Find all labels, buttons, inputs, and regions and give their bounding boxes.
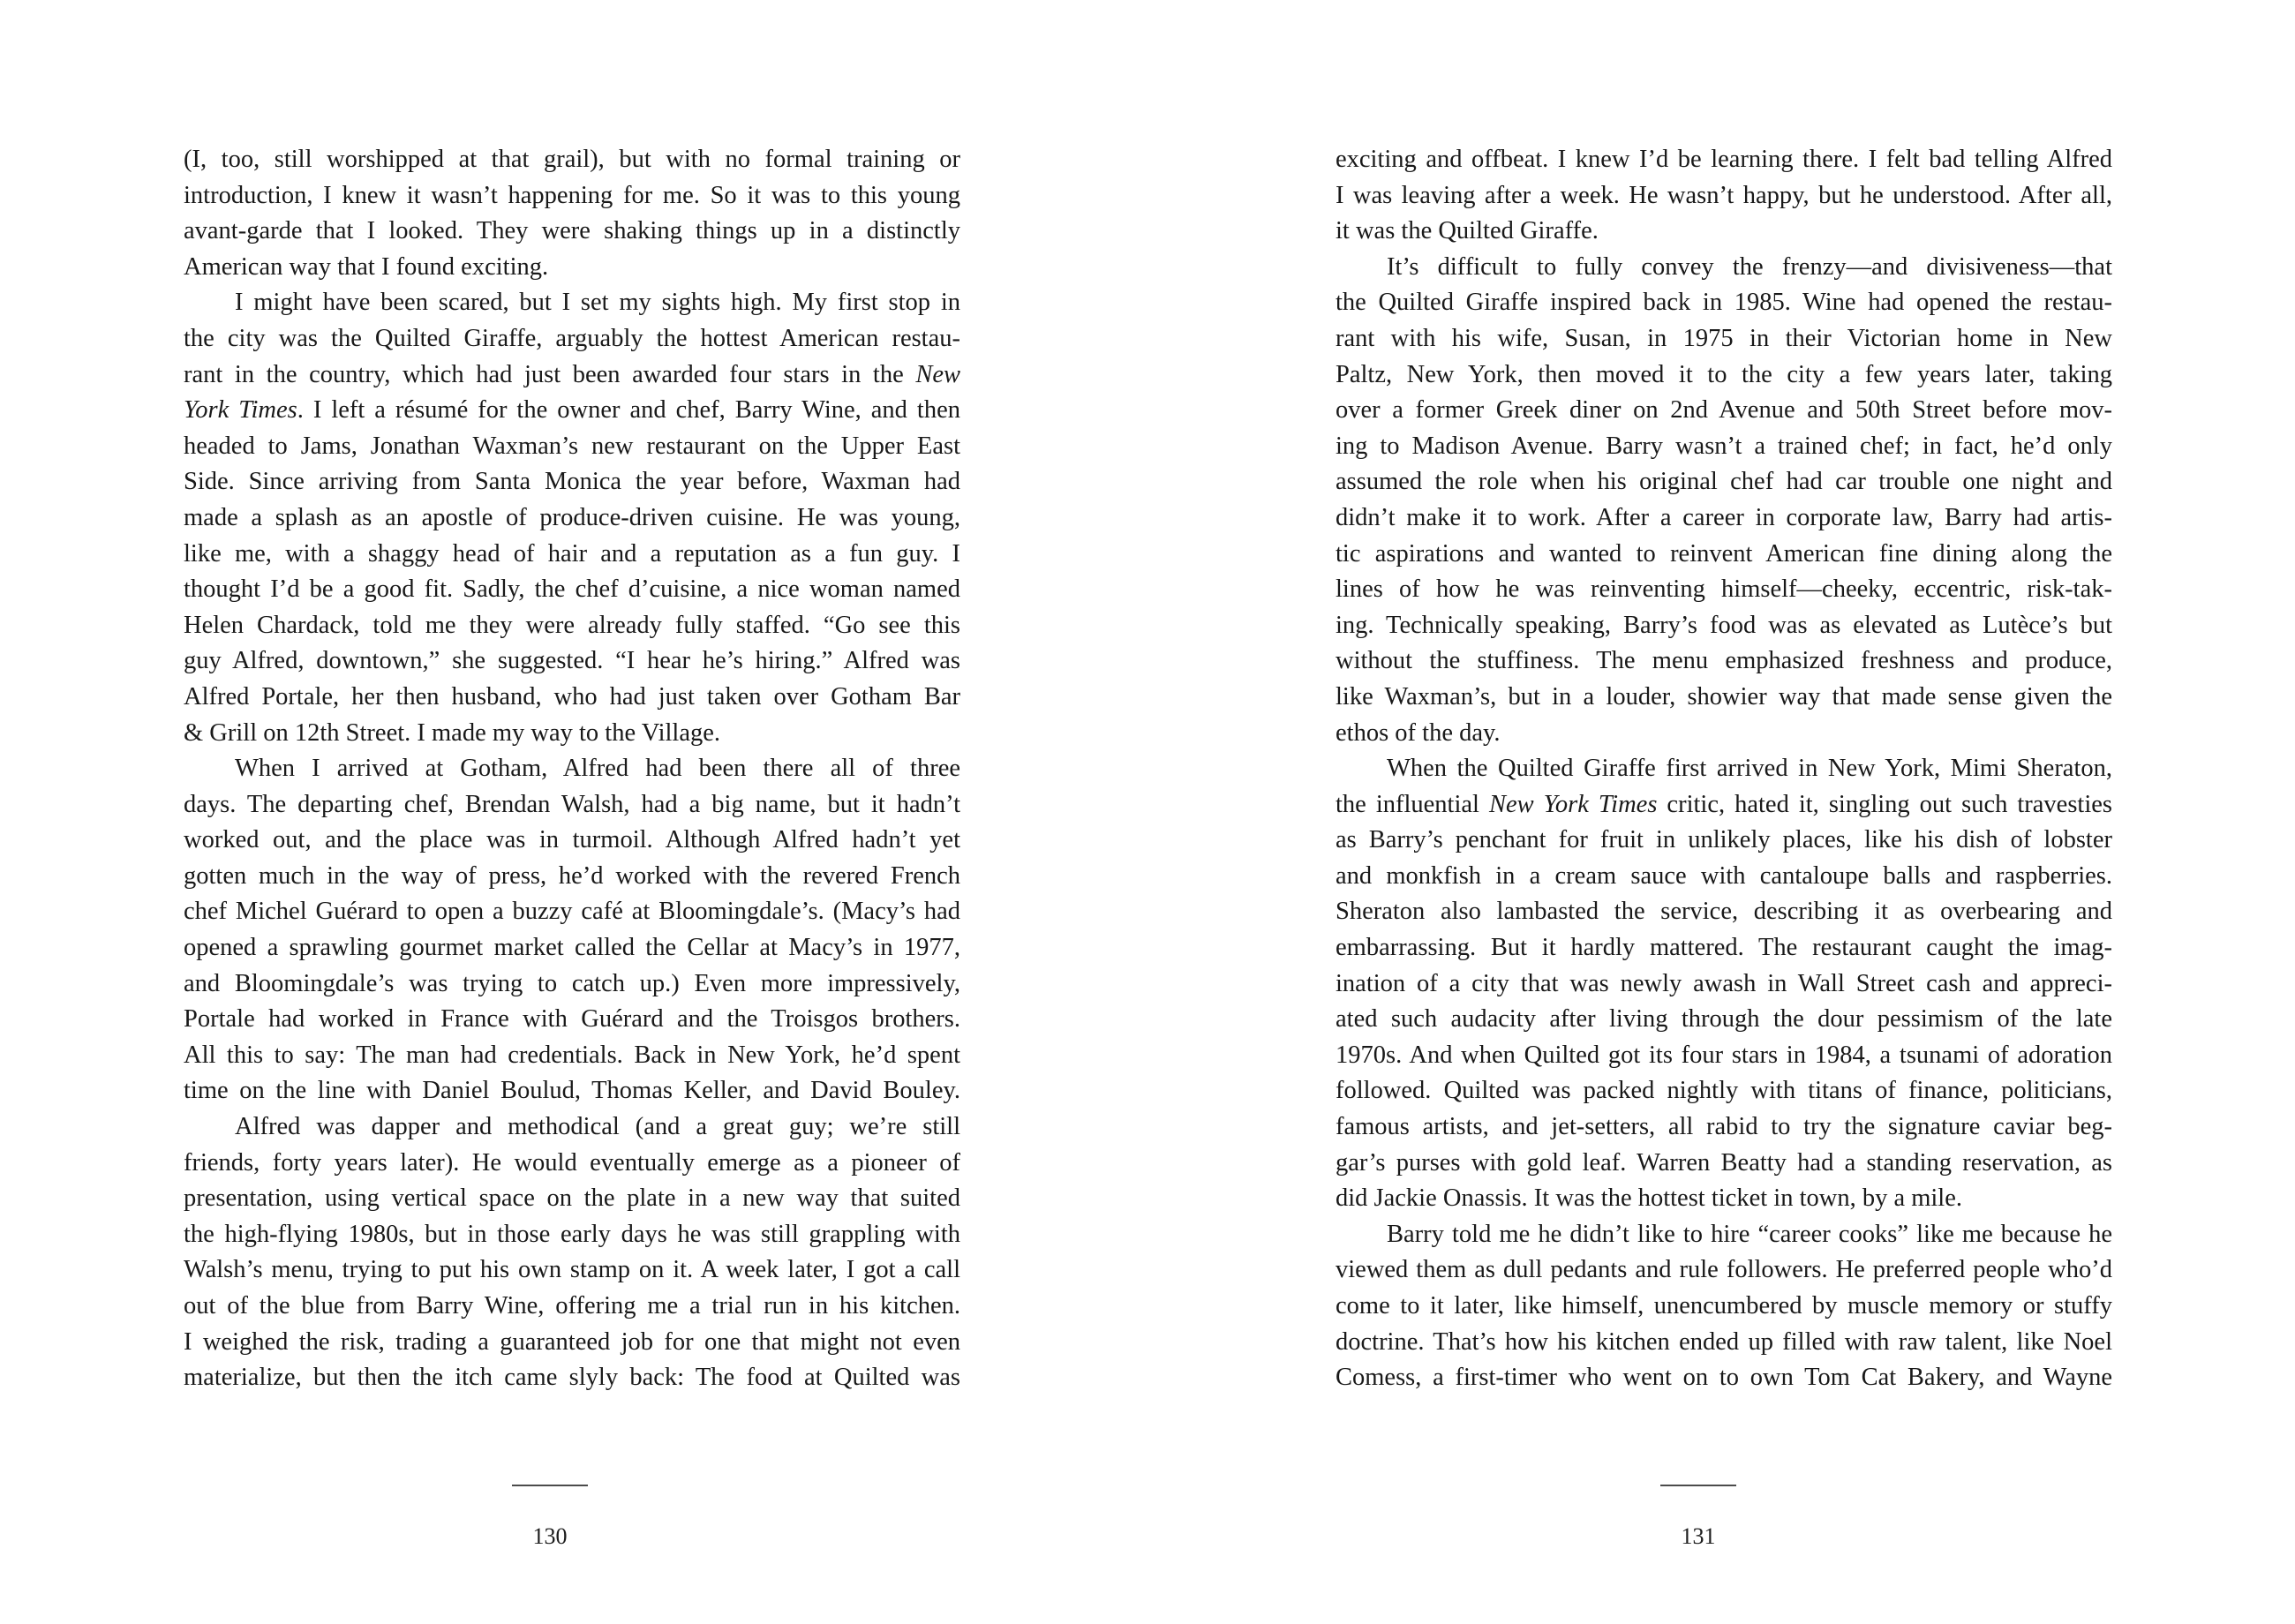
paragraph [184,285,960,751]
footer-rule [1660,1485,1736,1486]
text-segment: doctrine. That’s how his kitchen ended up filled with raw talent, like Noel [1336,1327,2112,1356]
text-line [1336,1181,2112,1217]
text-line [1336,285,2112,321]
text-segment: (I, too, still worshipped at that grail), but with no formal training or [184,146,960,173]
paragraph [184,751,960,1109]
text-segment: thought I’d be a good fit. Sadly, the chef d’cuisine, a nice woman named [184,575,960,604]
text-segment: It’s difficult to fully convey the frenzy—and divisiveness—that [1387,252,2112,281]
text-line [1336,859,2112,895]
text-line [1336,1146,2112,1182]
text-line [184,859,960,895]
text-segment: didn’t make it to work. After a career in corporate law, Barry had artis- [1336,503,2112,531]
text-line [1336,751,2112,787]
italic-text-segment: New [915,360,960,388]
text-line [1336,608,2112,644]
text-segment: avant-garde that I looked. They were shaking things up in a distinctly [184,217,960,245]
text-segment: assumed the role when his original chef had car trouble one night and [1336,468,2112,496]
text-line [184,823,960,859]
text-segment: presentation, using vertical space on the plate in a new way that suited [184,1184,960,1213]
page-number: 130 [532,1523,568,1549]
text-line [1336,894,2112,930]
text-line [1336,930,2112,966]
text-segment: Side. Since arriving from Santa Monica the year before, Waxman had [184,468,960,496]
text-line [1336,1360,2112,1396]
text-segment: did Jackie Onassis. It was the hottest ticket in town, by a mile. [1336,1184,1962,1213]
text-segment: When the Quilted Giraffe first arrived in New York, Mimi Sheraton, [1387,755,2112,783]
text-line [1336,680,2112,716]
text-segment: embarrassing. But it hardly mattered. The restaurant caught the imag- [1336,934,2112,962]
italic-text-segment: New York Times [1488,790,1658,818]
text-line [1336,1289,2112,1325]
text-segment: Walsh’s menu, trying to put his own stamp on it. A week later, I got a call [184,1256,960,1284]
text-line [184,716,960,752]
text-line [184,1360,960,1396]
text-line [184,966,960,1003]
paragraph [1336,751,2112,1217]
text-block [184,142,960,1396]
text-segment: time on the line with Daniel Boulud, Thomas Keller, and David Bouley. [184,1077,960,1105]
text-line [184,537,960,573]
paragraph [1336,250,2112,751]
text-line [1336,966,2112,1003]
text-segment: worked out, and the place was in turmoil. Although Alfred hadn’t yet [184,826,960,854]
text-segment: All this to say: The man had credentials. Back in New York, he’d spent [184,1041,960,1069]
text-line [1336,643,2112,680]
text-line [184,1002,960,1038]
paragraph [1336,1217,2112,1396]
text-segment: over a former Greek diner on 2nd Avenue and 50th Street before mov- [1336,396,2112,425]
text-segment: out of the blue from Barry Wine, offering me a trial run in his kitchen. [184,1292,960,1320]
text-segment: Paltz, New York, then moved it to the city a few years later, taking [1336,360,2112,388]
text-line [1336,142,2112,178]
text-segment: lines of how he was reinventing himself—cheeky, eccentric, risk-tak- [1336,575,2112,604]
text-line [184,1109,960,1146]
text-segment: like me, with a shaggy head of hair and a reputation as a fun guy. I [184,539,960,568]
text-segment: rant with his wife, Susan, in 1975 in their Victorian home in New [1336,324,2112,352]
text-line [184,214,960,250]
text-line [1336,572,2112,608]
text-segment: I was leaving after a week. He wasn’t happy, but he understood. After all, [1336,181,2112,209]
text-line [184,1073,960,1109]
text-line [184,572,960,608]
text-segment: chef Michel Guérard to open a buzzy café at Bloomingdale’s. (Macy’s had [184,898,960,926]
text-segment: without the stuffiness. The menu emphasized freshness and produce, [1336,647,2112,675]
text-segment: ethos of the day. [1336,718,1501,747]
text-line [184,357,960,394]
text-line [1336,250,2112,286]
text-segment: . I left a résumé for the owner and chef, Barry Wine, and then [297,396,960,425]
italic-text-segment: York Times [184,396,297,425]
text-line [1336,1325,2112,1361]
text-segment: it was the Quilted Giraffe. [1336,217,1599,245]
text-segment: I weighed the risk, trading a guaranteed job for one that might not even [184,1327,960,1356]
text-segment: Sheraton also lambasted the service, describing it as overbearing and [1336,898,2112,926]
text-segment: the influential [1336,790,1489,818]
text-line [1336,787,2112,823]
text-line [1336,537,2112,573]
text-segment: ing. Technically speaking, Barry’s food was as elevated as Lutèce’s but [1336,611,2112,639]
text-segment: critic, hated it, singling out such travesties [1657,790,2112,818]
text-segment: 1970s. And when Quilted got its four stars in 1984, a tsunami of adoration [1336,1041,2112,1069]
text-line [184,643,960,680]
text-segment: like Waxman’s, but in a louder, showier way that made sense given the [1336,682,2112,710]
text-segment: famous artists, and jet-setters, all rabid to try the signature caviar beg- [1336,1113,2112,1141]
text-line [184,393,960,429]
text-segment: exciting and offbeat. I knew I’d be learning there. I felt bad telling Alfred [1336,146,2112,173]
text-line [1336,357,2112,394]
paragraph [184,142,960,285]
text-block [1336,142,2112,1396]
text-line [184,1217,960,1253]
text-line [1336,1109,2112,1146]
text-line [1336,464,2112,500]
text-line [184,1038,960,1074]
text-line [184,178,960,214]
text-line [184,751,960,787]
text-line [184,1181,960,1217]
text-segment: ated such audacity after living through the dour pessimism of the late [1336,1005,2112,1034]
text-segment: When I arrived at Gotham, Alfred had been there all of three [235,755,960,783]
text-segment: made a splash as an apostle of produce-driven cuisine. He was young, [184,503,960,531]
text-segment: as Barry’s penchant for fruit in unlikely places, like his dish of lobster [1336,826,2112,854]
text-segment: the high-flying 1980s, but in those early days he was still grappling with [184,1220,960,1248]
text-segment: come to it later, like himself, unencumbered by muscle memory or stuffy [1336,1292,2112,1320]
text-line [1336,716,2112,752]
text-line [184,142,960,178]
text-segment: & Grill on 12th Street. I made my way to the Village. [184,718,721,747]
text-segment: Comess, a first-timer who went on to own Tom Cat Bakery, and Wayne [1336,1364,2112,1392]
text-line [1336,823,2112,859]
text-segment: guy Alfred, downtown,” she suggested. “I hear he’s hiring.” Alfred was [184,647,960,675]
paragraph [1336,142,2112,250]
text-segment: the city was the Quilted Giraffe, arguably the hottest American restau- [184,324,960,352]
text-line [184,608,960,644]
text-line [184,1146,960,1182]
text-line [1336,178,2112,214]
text-line [184,680,960,716]
text-segment: Portale had worked in France with Guérard and the Troisgos brothers. [184,1005,960,1034]
paragraph [184,1109,960,1396]
text-line [184,500,960,537]
text-line [1336,214,2112,250]
text-line [1336,393,2112,429]
text-segment: gotten much in the way of press, he’d worked with the revered French [184,861,960,890]
text-segment: opened a sprawling gourmet market called the Cellar at Macy’s in 1977, [184,934,960,962]
page-right [1148,0,2295,1624]
text-segment: and monkfish in a cream sauce with cantaloupe balls and raspberries. [1336,861,2112,890]
text-line [1336,1252,2112,1289]
text-line [184,1325,960,1361]
text-segment: Helen Chardack, told me they were already fully staffed. “Go see this [184,611,960,639]
text-segment: headed to Jams, Jonathan Waxman’s new restaurant on the Upper East [184,432,960,460]
text-segment: rant in the country, which had just been awarded four stars in the [184,360,916,388]
text-segment: tic aspirations and wanted to reinvent American fine dining along the [1336,539,2112,568]
text-segment: Alfred Portale, her then husband, who had just taken over Gotham Bar [184,682,960,710]
text-segment: ination of a city that was newly awash in Wall Street cash and appreci- [1336,969,2112,997]
text-line [184,429,960,465]
text-line [184,285,960,321]
text-line [184,787,960,823]
footer-rule [512,1485,588,1486]
text-segment: viewed them as dull pedants and rule followers. He preferred people who’d [1336,1256,2112,1284]
text-segment: and Bloomingdale’s was trying to catch up.) Even more impressively, [184,969,960,997]
text-line [1336,1217,2112,1253]
text-line [184,930,960,966]
text-segment: followed. Quilted was packed nightly with titans of finance, politicians, [1336,1077,2112,1105]
text-segment: Barry told me he didn’t like to hire “career cooks” like me because he [1387,1220,2112,1248]
text-line [184,250,960,286]
text-line [1336,321,2112,357]
page-number: 131 [1681,1523,1716,1549]
text-segment: American way that I found exciting. [184,252,549,281]
text-segment: friends, forty years later). He would eventually emerge as a pioneer of [184,1148,960,1177]
text-segment: I might have been scared, but I set my sights high. My first stop in [235,289,960,317]
text-segment: materialize, but then the itch came slyly back: The food at Quilted was [184,1364,960,1392]
text-segment: ing to Madison Avenue. Barry wasn’t a trained chef; in fact, he’d only [1336,432,2112,460]
text-line [1336,1002,2112,1038]
text-line [1336,1038,2112,1074]
text-segment: the Quilted Giraffe inspired back in 1985. Wine had opened the restau- [1336,289,2112,317]
text-segment: Alfred was dapper and methodical (and a great guy; we’re still [235,1113,960,1141]
text-line [1336,1073,2112,1109]
text-segment: days. The departing chef, Brendan Walsh, had a big name, but it hadn’t [184,790,960,818]
text-line [184,1289,960,1325]
text-segment: gar’s purses with gold leaf. Warren Beatty had a standing reservation, as [1336,1148,2112,1177]
text-line [1336,500,2112,537]
text-line [1336,429,2112,465]
text-line [184,321,960,357]
text-line [184,894,960,930]
text-line [184,1252,960,1289]
text-line [184,464,960,500]
text-segment: introduction, I knew it wasn’t happening for me. So it was to this young [184,181,960,209]
